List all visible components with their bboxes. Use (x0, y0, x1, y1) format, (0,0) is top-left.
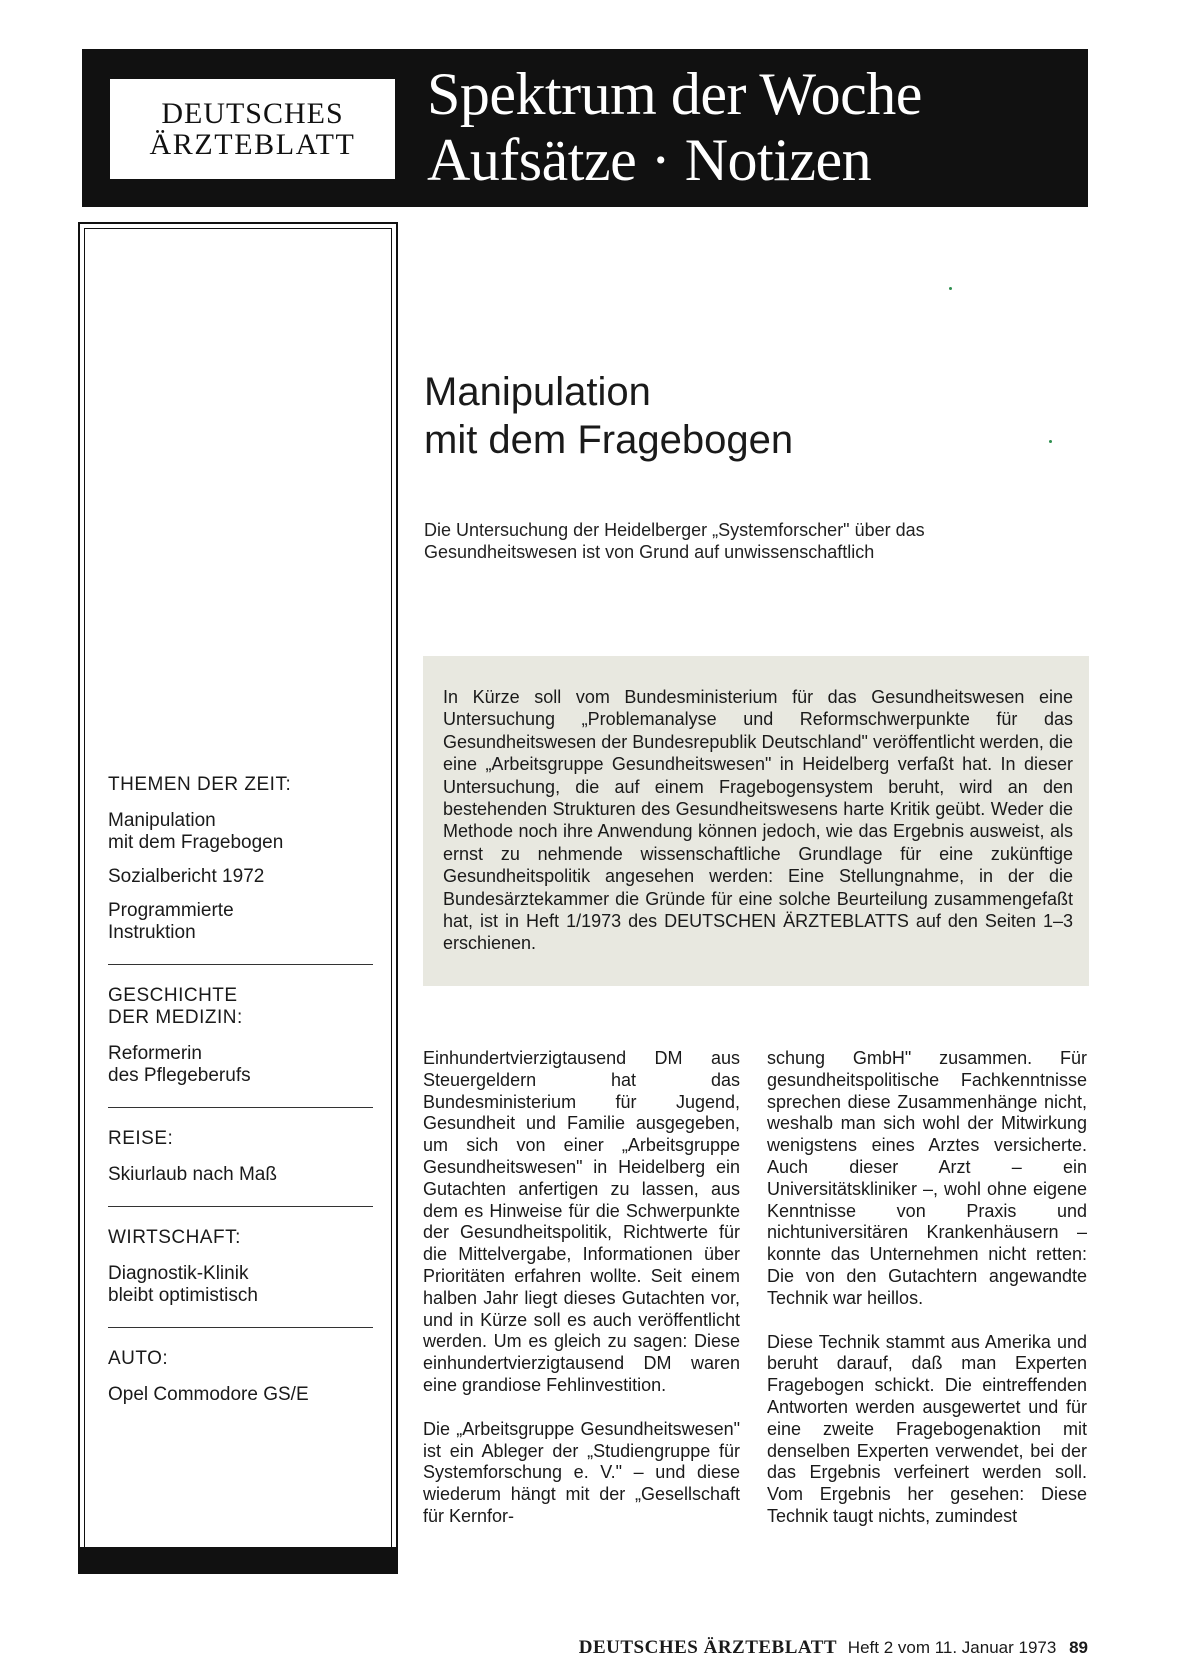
page-footer (484, 1638, 1088, 1658)
toc-item[interactable]: Reformerin des Pflegeberufs (108, 1043, 251, 1086)
sidebar-contents (78, 222, 398, 1574)
toc-item[interactable]: Skiurlaub nach Maß (108, 1164, 277, 1185)
summary-text: In Kürze soll vom Bundesministerium für das Gesundheitswesen eine Untersuchung „Problemanalyse und Reformschwerpunkte für das Gesundheitswesen der Bundesrepublik Deutschland" veröffentlicht werden, die eine „Arbeitsgruppe Gesundheitswesen" in Heidelberg verfaßt hat. In dieser Untersuchung, die auf einem Fragebogensystem beruht, wird an den bestehenden Strukturen des Gesundheitswesens harte Kritik geübt. Weder die Methode noch ihre Anwendung können jedoch, wie das Ergebnis ausweist, als ernst zu nehmende wissenschaftliche Grundlage für eine zukünftige Gesundheitspolitik angesehen werden: Eine Stellungnahme, in der die Bundesärztekammer die Gründe für eine solche Beurteilung zusammengefaßt hat, ist in Heft 1/1973 des DEUTSCHEN ÄRZTEBLATTS auf den Seiten 1–3 erschienen. (443, 687, 1073, 954)
toc-section-geschichte (108, 985, 373, 1108)
logo-line-1: DEUTSCHES (161, 97, 344, 130)
table-of-contents (108, 774, 373, 1446)
body-paragraph: schung GmbH" zusammen. Für gesundheitspolitische Fachkenntnisse sprechen diese Zusammenhänge nicht, weshalb man sich wohl der Mitwirkung wenigstens eines Arztes versicherte. Auch dieser Arzt – ein Universitätskliniker –, wohl ohne eigene Kenntnisse von Praxis und nichtuniversitären Krankenhäusern – konnte das Unternehmen nicht retten: Die von den Gutachtern angewandte Technik war heillos. (767, 1048, 1087, 1308)
toc-heading: THEMEN DER ZEIT: (108, 774, 292, 795)
body-paragraph: Die „Arbeitsgruppe Gesundheitswesen" ist ein Ableger der „Studiengruppe für Systemforschung e. V." – und diese wiederum hängt mit der „Gesellschaft für Kernfor- (423, 1418, 740, 1526)
toc-item[interactable]: Diagnostik-Klinik bleibt optimistisch (108, 1263, 258, 1306)
masthead (82, 49, 1088, 207)
section-title-line-1: Spektrum der Woche (427, 61, 922, 127)
body-column-1 (423, 1048, 740, 1550)
summary-box (423, 656, 1089, 986)
journal-logo (110, 79, 395, 179)
body-paragraph: Einhundertvierzigtausend DM aus Steuergeldern hat das Bundesministerium für Jugend, Gesundheit und Familie ausgegeben, um sich von einer „Arbeitsgruppe Gesundheitswesen" in Heidelberg ein Gutachten anfertigen zu lassen, aus dem es Hinweise für die Schwerpunkte der Gesundheitspolitik, Richtwerte für die Mittelvergabe, Informationen über Prioritäten erfahren wollte. Seit einem halben Jahr liegt dieses Gutachten vor, und in Kürze soll es auch veröffentlicht werden. Um es gleich zu sagen: Diese einhundertvierzigtausend DM waren eine grandiose Fehlinvestition. (423, 1048, 740, 1395)
toc-section-wirtschaft (108, 1227, 373, 1328)
toc-heading: REISE: (108, 1128, 174, 1149)
footer-issue: Heft 2 vom 11. Januar 1973 (847, 1638, 1057, 1657)
section-title (427, 61, 922, 193)
print-speck (949, 287, 952, 290)
toc-item[interactable]: Manipulation mit dem Fragebogen (108, 810, 284, 853)
toc-section-reise (108, 1128, 373, 1207)
toc-heading: GESCHICHTE DER MEDIZIN: (108, 985, 243, 1028)
toc-item[interactable]: Sozialbericht 1972 (108, 866, 265, 887)
sidebar-footer-bar (80, 1547, 396, 1572)
toc-item[interactable]: Opel Commodore GS/E (108, 1384, 309, 1405)
page-number: 89 (1069, 1638, 1088, 1657)
toc-heading: AUTO: (108, 1348, 169, 1369)
toc-heading: WIRTSCHAFT: (108, 1227, 241, 1248)
logo-line-2: ÄRZTEBLATT (149, 128, 356, 161)
toc-section-auto (108, 1348, 373, 1426)
body-paragraph: Diese Technik stammt aus Amerika und beruht darauf, daß man Experten Fragebogen schickt. Die eintreffenden Antworten werden ausgewertet und für eine zweite Fragebogenaktion mit denselben Experten verwendet, bei der das Ergebnis verfeinert werden soll. Vom Ergebnis her gesehen: Diese Technik taugt nichts, zumindest (767, 1331, 1087, 1526)
article-title: Manipulation mit dem Fragebogen (424, 370, 794, 462)
toc-section-themen (108, 774, 373, 965)
toc-item[interactable]: Programmierte Instruktion (108, 900, 234, 943)
footer-journal-name: DEUTSCHES ÄRZTEBLATT (578, 1637, 838, 1658)
section-title-line-2: Aufsätze · Notizen (427, 127, 872, 193)
article-subtitle: Die Untersuchung der Heidelberger „Systemforscher" über das Gesundheitswesen ist von Grund auf unwissenschaftlich (424, 520, 925, 562)
body-column-2 (767, 1048, 1087, 1550)
print-speck (1049, 440, 1052, 443)
